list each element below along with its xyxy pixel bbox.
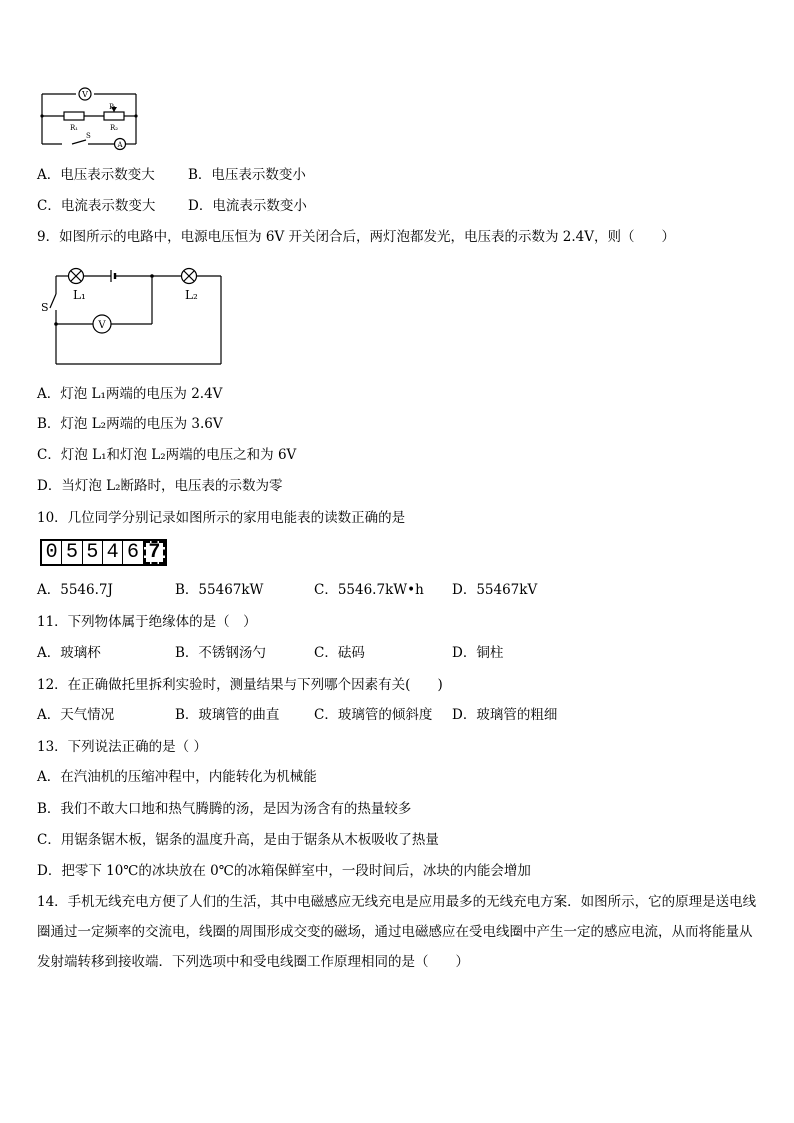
- meter-digit: 4: [103, 541, 123, 564]
- q10-option-b: B．55467kW: [175, 582, 264, 598]
- meter-digit: 6: [123, 541, 143, 564]
- q10-option-d: D．55467kV: [452, 582, 538, 598]
- q9-option-c: C．灯泡 L₁和灯泡 L₂两端的电压之和为 6V: [37, 447, 297, 463]
- lamp-l1-label: L₁: [73, 288, 86, 302]
- voltmeter-label: V: [82, 90, 88, 99]
- circuit-diagram-q9: [40, 260, 230, 370]
- q10-option-a: A．5546.7J: [37, 582, 113, 598]
- meter-digit: 5: [83, 541, 103, 564]
- meter-digit: 0: [42, 541, 62, 564]
- q8-option-d: D．电流表示数变小: [188, 198, 307, 214]
- q9-option-b: B．灯泡 L₂两端的电压为 3.6V: [37, 416, 223, 432]
- q8-option-a: A．电压表示数变大: [37, 167, 155, 183]
- q8-option-c: C．电流表示数变大: [37, 198, 156, 214]
- r1-label: R₁: [69, 124, 79, 132]
- circuit-diagram-q8: [36, 80, 146, 152]
- q13-option-c: C．用锯条锯木板，锯条的温度升高，是由于锯条从木板吸收了热量: [37, 832, 439, 848]
- meter-digit: 5: [62, 541, 82, 564]
- q13-stem: 13．下列说法正确的是（ ）: [37, 739, 207, 755]
- q12-option-a: A．天气情况: [37, 707, 115, 723]
- switch-s-label: S: [86, 132, 91, 140]
- q13-option-b: B．我们不敢大口地和热气腾腾的汤，是因为汤含有的热量较多: [37, 801, 412, 817]
- voltmeter-label: V: [98, 320, 106, 331]
- q11-option-b: B．不锈钢汤勺: [175, 645, 266, 661]
- q12-option-b: B．玻璃管的曲直: [175, 707, 280, 723]
- q12-stem: 12．在正确做托里拆利实验时，测量结果与下列哪个因素有关( ): [37, 677, 443, 693]
- q12-option-c: C．玻璃管的倾斜度: [314, 707, 433, 723]
- q11-option-a: A．玻璃杯: [37, 645, 101, 661]
- q11-stem: 11．下列物体属于绝缘体的是（ ）: [37, 614, 257, 630]
- q13-option-d: D．把零下 10℃的冰块放在 0℃的冰箱保鲜室中，一段时间后，冰块的内能会增加: [37, 863, 531, 879]
- meter-decimal-digit: 7: [144, 541, 165, 564]
- q11-option-d: D．铜柱: [452, 645, 504, 661]
- q10-stem: 10．几位同学分别记录如图所示的家用电能表的读数正确的是: [37, 510, 406, 526]
- lamp-l2-label: L₂: [185, 288, 198, 302]
- q9-stem: 9．如图所示的电路中，电源电压恒为 6V 开关闭合后，两灯泡都发光，电压表的示数为 2.4V，则（ ）: [37, 229, 676, 245]
- q13-option-a: A．在汽油机的压缩冲程中，内能转化为机械能: [37, 769, 317, 785]
- q9-option-d: D．当灯泡 L₂断路时，电压表的示数为零: [37, 478, 283, 494]
- q14-stem: 14．手机无线充电方便了人们的生活，其中电磁感应无线充电是应用最多的无线充电方案．如图所示，它的原理是送电线圈通过一定频率的交流电，线圈的周围形成交变的磁场，通过电磁感应在受电线圈中产生一定的感应电流，从而将能量从发射端转移到接收端．下列选项中和受电线圈工作原理相同的是（ ）: [37, 894, 757, 970]
- slider-p-label: P: [109, 103, 114, 111]
- energy-meter-display: [40, 539, 167, 566]
- ammeter-label: A: [117, 141, 123, 149]
- switch-s-label: S: [41, 301, 49, 314]
- r2-label: R₂: [109, 124, 119, 132]
- q9-option-a: A．灯泡 L₁两端的电压为 2.4V: [37, 386, 223, 402]
- q11-option-c: C．砝码: [314, 645, 365, 661]
- q8-option-b: B．电压表示数变小: [188, 167, 306, 183]
- q12-option-d: D．玻璃管的粗细: [452, 707, 558, 723]
- q10-option-c: C．5546.7kW•h: [314, 582, 424, 598]
